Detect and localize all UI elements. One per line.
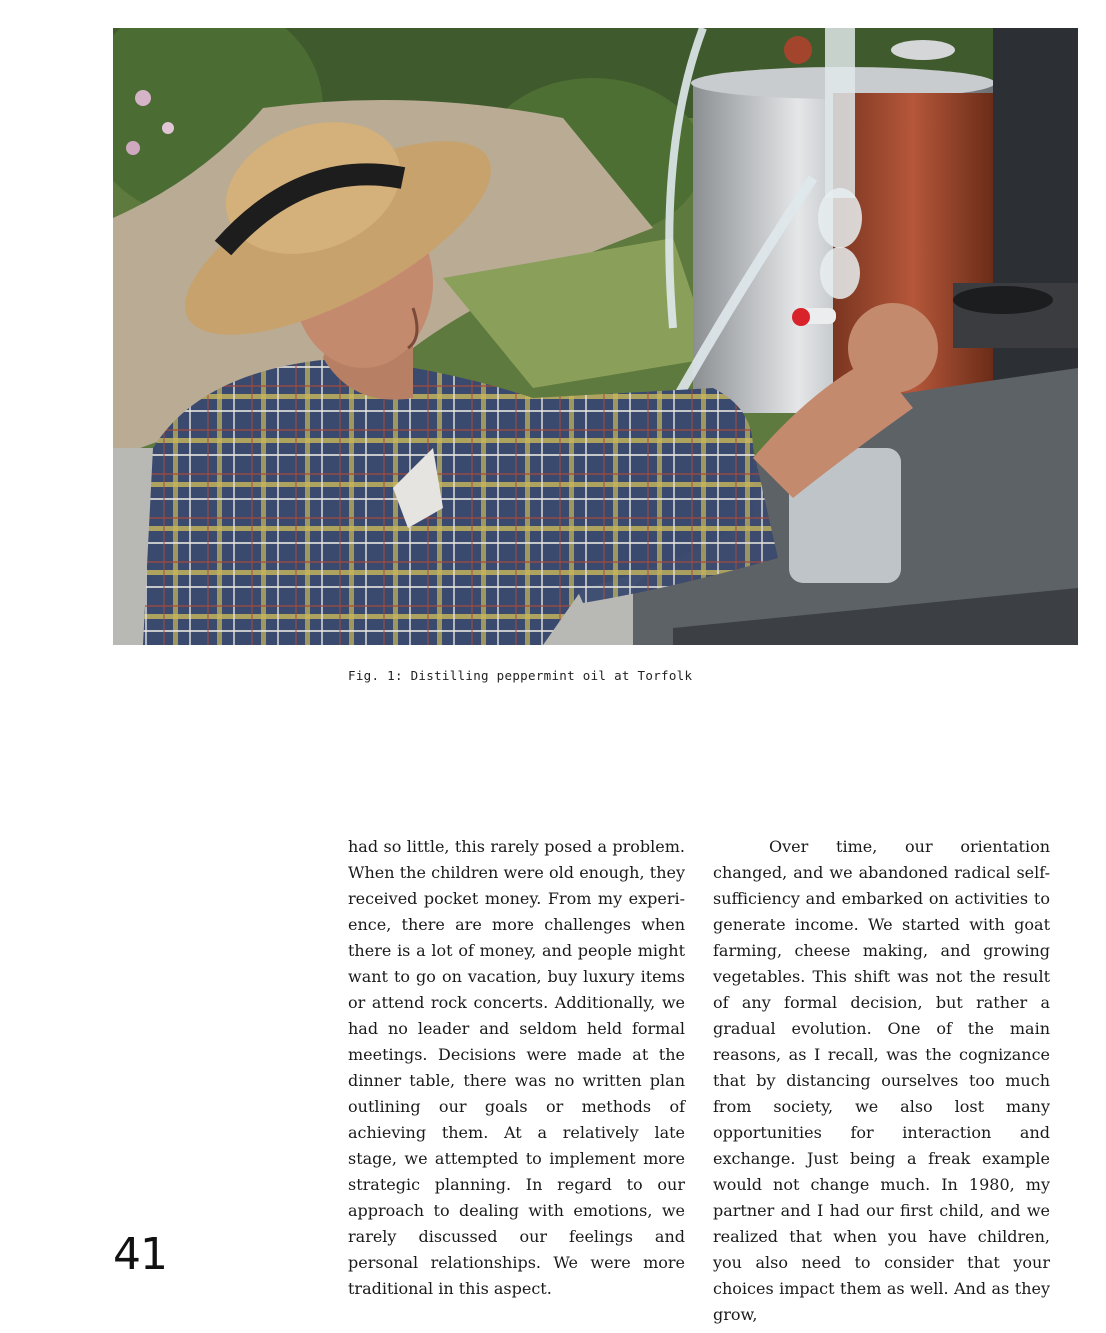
paragraph-right: Over time, our orientation changed, and we abandoned radical self-sufficiency and embarked on activities to generate income. We started with goat farming, cheese making, and growing vegetables. This shift was not the result of any formal decision, but rather a gradual evolution. One of the main reasons, as I recall, was the cognizance that by distancing ourselves too much from society, we also lost many opportunities for interaction and exchange. Just being a freak example would not change much. In 1980, my partner and I had our first child, and we realized that when you have children, you also need to consider that your choices impact them as well. And as they grow, [713, 837, 1050, 1324]
text-column-right [713, 834, 1050, 1328]
paragraph-left: had so little, this rarely posed a problem. When the children were old enough, they received pocket money. From my experience, there are more challenges when there is a lot of money, and people might want to go on vacation, buy luxury items or attend rock concerts. Additionally, we had no leader and seldom held formal meetings. Decisions were made at the dinner table, there was no written plan outlining our goals or methods of achieving them. At a relatively late stage, we attempted to implement more strategic planning. In regard to our approach to dealing with emotions, we rarely discussed our feelings and personal relationships. We were more traditional in this aspect. [348, 837, 685, 1298]
figure-photo [113, 28, 1078, 645]
text-column-left [348, 834, 685, 1302]
page-number: 41 [113, 1229, 167, 1280]
figure-caption: Fig. 1: Distilling peppermint oil at Torfolk [348, 668, 693, 683]
photo-illustration [113, 28, 1078, 645]
